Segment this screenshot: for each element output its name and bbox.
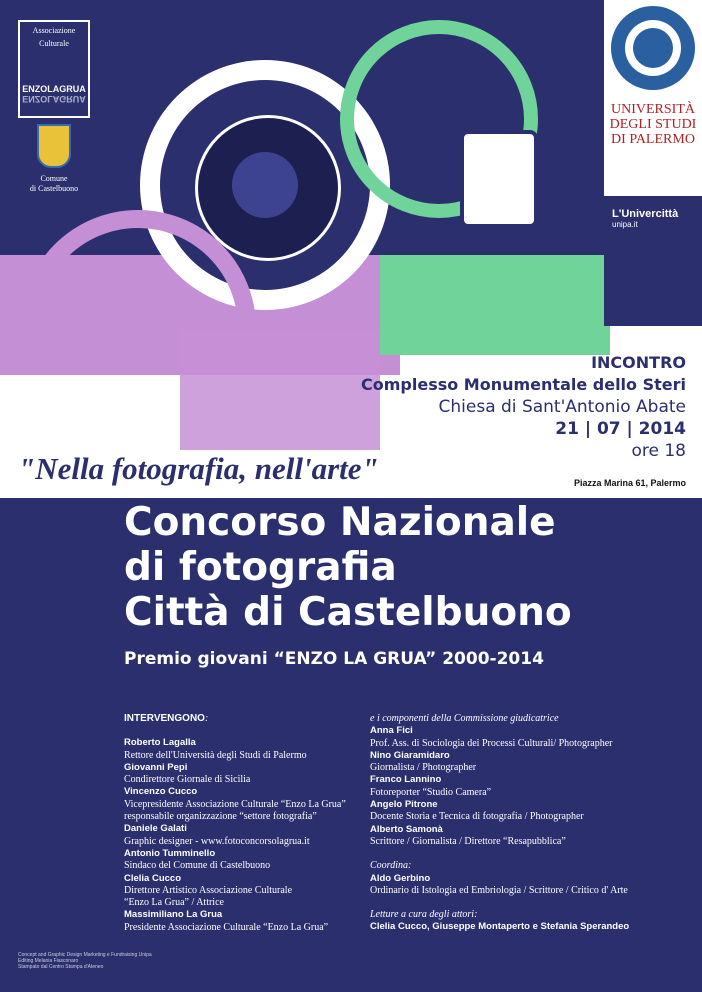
speaker-role: Presidente Associazione Culturale “Enzo La Grua” [124,921,329,933]
commission-member-name: Alberto Samonà [370,823,443,835]
motto: "Nella fotografia, nell'arte" [18,451,379,486]
event-time: ore 18 [631,441,686,461]
speaker-role: “Enzo La Grua” / Attrice [124,897,224,909]
lens-highlight [232,152,298,218]
credit-line: Editing Melania Fiasconaro [18,958,79,964]
univercitta-brand [612,208,678,229]
commission-heading: e i componenti della Commissione giudicatrice [370,713,559,724]
event-church: Chiesa di Sant'Antonio Abate [438,397,686,417]
event-venue: Complesso Monumentale dello Steri [361,375,686,394]
comune-line-1: Comune [40,174,68,183]
speakers-heading-colon: : [204,713,209,724]
association-name-reflection: ENZOLAGRUA [22,94,86,104]
association-name: ENZOLAGRUA [22,84,86,94]
speaker-role: Graphic designer - www.fotoconcorsolagrua.it [124,835,310,847]
credit-line: Concept and Graphic Design Marketing e Fundraising Unipa [18,952,152,958]
enzolagrua-logo [18,20,90,118]
title-line-3: Città di Castelbuono [124,590,572,635]
contest-subtitle: Premio giovani “ENZO LA GRUA” 2000-2014 [124,649,544,669]
camera-knob [460,130,538,228]
speaker-name: Vincenzo Cucco [124,786,198,798]
contest-title [124,500,572,635]
commission-member-name: Anna Fici [370,725,413,737]
commission-member-name: Nino Giaramidaro [370,749,450,761]
commission-member-role: Docente Storia e Tecnica di fotografia / Photographer [370,811,584,823]
coordination-heading: Coordina: [370,860,412,872]
readers-names: Clelia Cucco, Giuseppe Montaperto e Stefania Sperandeo [370,921,630,933]
title-line-2: di fotografia [124,545,397,590]
commission-member-name: Angelo Pitrone [370,799,438,811]
university-seal-icon [611,6,695,90]
event-date: 21 | 07 | 2014 [555,419,686,439]
credits [18,952,152,970]
univercitta-label: L'Univercittà [612,208,679,220]
title-line-1: Concorso Nazionale [124,500,556,545]
university-line-1: UNIVERSITÀ [611,102,695,117]
speaker-role: Direttore Artistico Associazione Culturale [124,884,293,896]
university-logo [604,0,702,196]
association-line-1: Associazione [32,26,76,35]
commission-member-role: Giornalista / Photographer [370,762,477,774]
commission-member-role: Prof. Ass. di Sociologia dei Processi Culturali/ Photographer [370,737,613,749]
comune-castelbuono-logo [14,120,94,194]
commission-column [370,713,670,934]
speaker-role: Rettore dell'Università degli Studi di Palermo [124,749,307,761]
speaker-role: responsabile organizzazione “settore fotografia” [124,811,317,823]
univercitta-url: unipa.it [612,220,638,229]
coordinator-name: Aldo Gerbino [370,872,431,884]
speakers-heading: INTERVENGONO [124,713,205,724]
commission-member-role: Scrittore / Giornalista / Direttore “Resapubblica” [370,835,566,847]
speaker-name: Massimiliano La Grua [124,909,223,921]
speaker-name: Daniele Galati [124,823,187,835]
speaker-role: Vicepresidente Associazione Culturale “Enzo La Grua” [124,798,346,810]
speaker-name: Antonio Tumminello [124,847,216,859]
university-line-2: DEGLI STUDI [609,117,697,132]
speaker-name: Roberto Lagalla [124,737,196,749]
university-name [604,102,702,147]
speaker-name: Clelia Cucco [124,872,182,884]
event-address: Piazza Marina 61, Palermo [573,478,686,488]
association-line-2: Culturale [39,39,69,48]
purple-lower-column [180,330,380,450]
event-type: INCONTRO [591,353,686,372]
credit-line: Stampato dal Centro Stampa d'Ateneo [18,964,104,970]
event-info [361,352,686,462]
green-lower-band [380,255,610,355]
university-line-3: DI PALERMO [611,132,695,147]
coordinator-role: Ordinario di Istologia ed Embriologia / Scrittore / Critico d' Arte [370,884,628,896]
speakers-column [124,713,364,934]
commission-member-name: Franco Lannino [370,774,442,786]
commission-member-role: Fotoreporter “Studio Camera” [370,786,492,798]
comune-line-2: di Castelbuono [29,184,79,193]
speaker-name: Giovanni Pepi [124,761,188,773]
readings-heading: Letture a cura degli attori: [370,909,478,921]
castle-crest-icon [37,124,71,168]
speaker-role: Condirettore Giornale di Sicilia [124,774,251,786]
speaker-role: Sindaco del Comune di Castelbuono [124,860,271,872]
